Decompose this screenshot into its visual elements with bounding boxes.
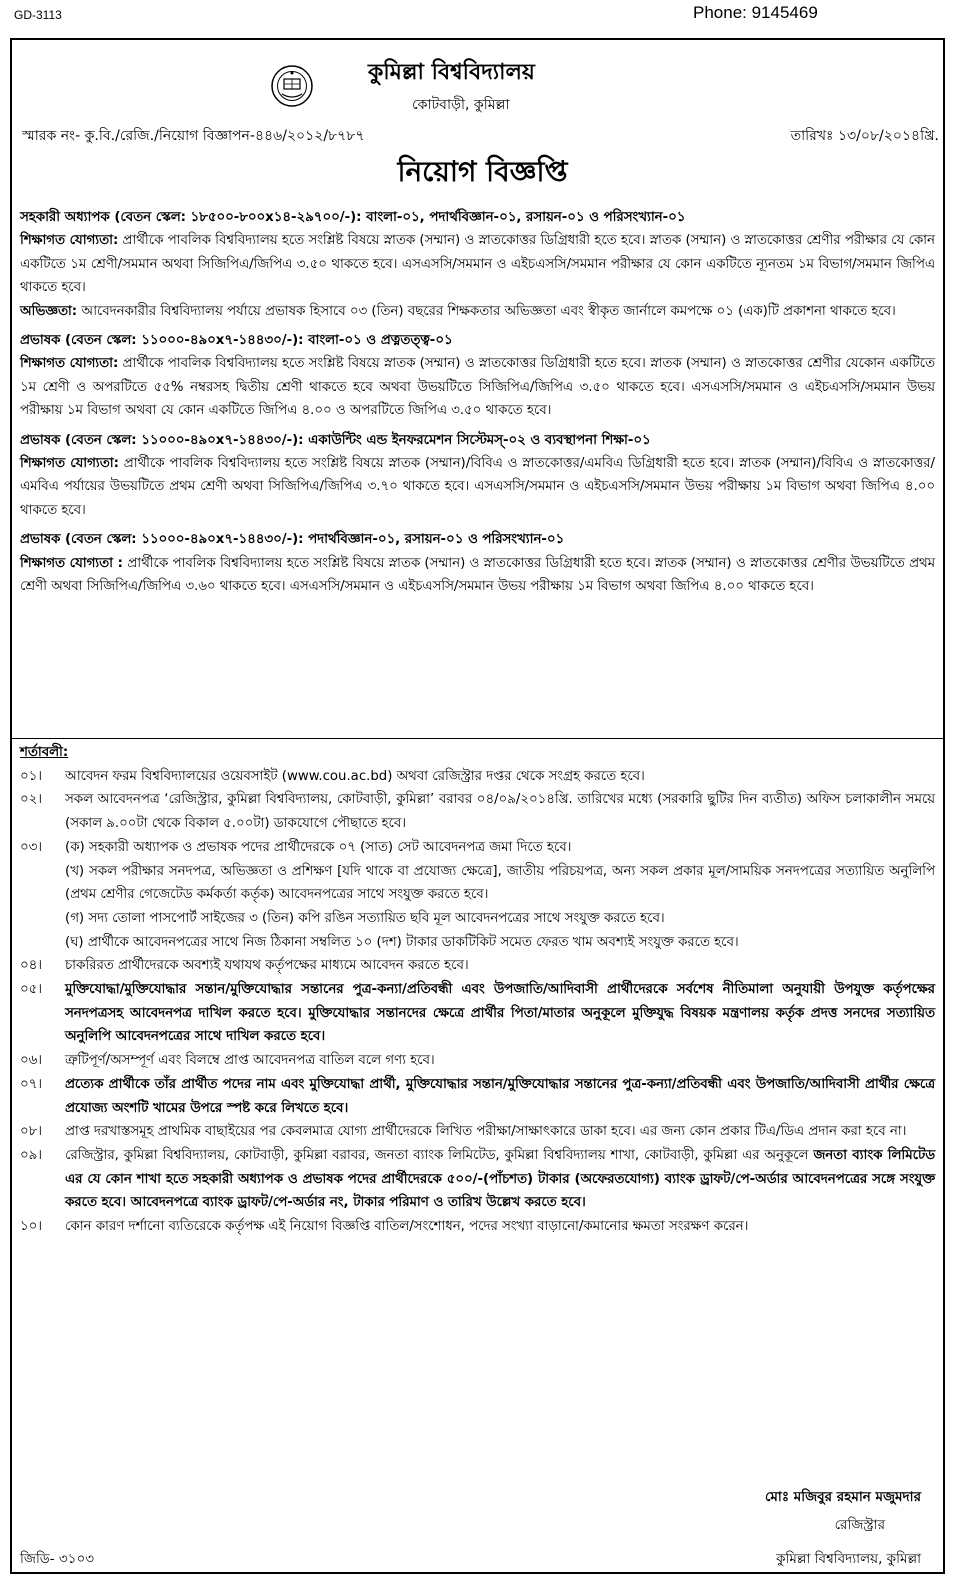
term-text: প্রাপ্ত দরখাস্তসমূহ প্রাথমিক বাছাইয়ের পর কেবলমাত্র যোগ্য প্রার্থীদেরকে লিখিত পরীক্ষা/সাক্ষাৎকারে ডাকা হবে। এর জন্য কোন প্রকার টিএ/ডিএ প্রদান করা হবে না।: [65, 1124, 907, 1140]
term-text-bold: জনতা ব্যাংক লিমিটেড এর যে কোন শাখা হতে সহকারী অধ্যাপক ও প্রভাষক পদের প্রার্থীদেরকে ৫০০/-(পাঁচশত) টাকার (অফেরতযোগ্য) ব্যাংক ড্রাফট/পে-অর্ডার আবেদনপত্রের সঙ্গে সংযুক্ত করতে হবে। আবেদনপত্রে ব্যাংক ড্রাফট/পে-অর্ডার নং, টাকার পরিমাণ ও তারিখ উল্লেখ করতে হবে।: [65, 1147, 935, 1211]
term-text: প্রত্যেক প্রার্থীকে তাঁর প্রার্থীত পদের নাম এবং মুক্তিযোদ্ধা প্রার্থী, মুক্তিযোদ্ধার সন্তান/মুক্তিযোদ্ধার সন্তানের পুত্র-কন্যা/প্রতিবন্ধী এবং উপজাতি/আদিবাসী প্রার্থীর ক্ষেত্রে প্রযোজ্য অংশটি খামের উপরে স্পষ্ট করে লিখতে হবে।: [65, 1076, 935, 1116]
term-number: ০৩।: [20, 839, 43, 855]
term-number: ০১।: [20, 768, 43, 784]
term-item: [20, 1073, 935, 1120]
term-number: ০২।: [20, 792, 43, 808]
term-text-group: [65, 836, 935, 955]
post-qualification: [20, 352, 935, 422]
term-number: ০৭।: [20, 1076, 43, 1092]
term-text: আবেদন ফরম বিশ্ববিদ্যালয়ের ওয়েবসাইট (www.cou.ac.bd) অথবা রেজিস্ট্রার দপ্তর থেকে সংগ্রহ করতে হবে।: [65, 768, 645, 784]
signatory-title: রেজিস্ট্রার: [834, 1517, 885, 1533]
qualification-text: প্রার্থীকে পাবলিক বিশ্ববিদ্যালয় হতে সংশ্লিষ্ট বিষয়ে স্নাতক (সম্মান) ও স্নাতকোত্তর ডিগ্রিধারী হতে হবে। স্নাতক (সম্মান) ও স্নাতকোত্তর শ্রেণীর যেকোন একটিতে ১ম শ্রেণী ও অপরটিতে ৫৫% নম্বরসহ দ্বিতীয় শ্রেণী থাকতে হবে অথবা উভয়টিতে সিজিপিএ/জিপিএ ৩.৫০ থাকতে হবে। এসএসসি/সমমান ও এইচএসসি/সমমান উভয় পরীক্ষায় ১ম বিভাগ অথবা যে কোন একটিতে জিপিএ ৪.০০ ও অপরটিতে জিপিএ ৩.৫০ থাকতে হবে।: [20, 356, 935, 419]
term-item: [20, 788, 935, 835]
term-item: [20, 1215, 935, 1239]
memo-number: স্মারক নং- কু.বি./রেজি./নিয়োগ বিজ্ঞাপন-৪৪৬/২০১২/৮৭৮৭: [22, 128, 365, 144]
post-experience: [20, 300, 935, 323]
term-text: মুক্তিযোদ্ধা/মুক্তিযোদ্ধার সন্তান/মুক্তিযোদ্ধার সন্তানের পুত্র-কন্যা/প্রতিবন্ধী এবং উপজাতি/আদিবাসী প্রার্থীদেরকে সর্বশেষ নীতিমালা অনুযায়ী উপযুক্ত কর্তৃপক্ষের সনদপত্রসহ আবেদনপত্র দাখিল করতে হবে। মুক্তিযোদ্ধার সন্তানদের ক্ষেত্রে প্রার্থীর পিতা/মাতার অনুকূলে মুক্তিযুদ্ধ বিষয়ক মন্ত্রণালয় কর্তৃক প্রদত্ত সনদের সত্যায়িত অনুলিপি আবেদনপত্রের সাথে দাখিল করতে হবে।: [65, 982, 935, 1045]
term-item: [20, 1144, 935, 1215]
term-text: সকল আবেদনপত্র ‘রেজিস্ট্রার, কুমিল্লা বিশ্ববিদ্যালয়, কোটবাড়ী, কুমিল্লা’ বরাবর ০৪/০৯/২০১৪খ্রি. তারিখের মধ্যে (সরকারি ছুটির দিন ব্যতীত) অফিস চলাকালীন সময়ে (সকাল ৯.০০টা থেকে বিকাল ৫.০০টা) ডাকযোগে পৌছাতে হবে।: [65, 792, 935, 832]
term-subitem: (খ) সকল পরীক্ষার সনদপত্র, অভিজ্ঞতা ও প্রশিক্ষণ [যদি থাকে বা প্রযোজ্য ক্ষেত্রে], জাতীয় পরিচয়পত্র, অন্য সকল প্রকার মূল/সাময়িক সনদপত্রের সত্যায়িত অনুলিপি (প্রথম শ্রেণীর গেজেটেড কর্মকর্তা কর্তৃক) আবেদনপত্রের সাথে সংযুক্ত করতে হবে।: [65, 863, 935, 903]
footer-gd-code: জিডি- ৩১০৩: [20, 1551, 94, 1567]
term-subitem: (গ) সদ্য তোলা পাসপোর্ট সাইজের ৩ (তিন) কপি রঙিন সত্যায়িত ছবি মূল আবেদনপত্রের সাথে সংযুক্ত করতে হবে।: [65, 910, 665, 926]
term-item: [20, 1049, 935, 1073]
gd-code: GD-3113: [14, 8, 62, 22]
term-item: [20, 1120, 935, 1144]
experience-text: আবেদনকারীর বিশ্ববিদ্যালয় পর্যায়ে প্রভাষক হিসাবে ০৩ (তিন) বছরের শিক্ষকতার অভিজ্ঞতা এবং স্বীকৃত জার্নালে কমপক্ষে ০১ (এক)টি প্রকাশনা থাকতে হবে।: [81, 303, 896, 319]
post-heading: প্রভাষক (বেতন স্কেল: ১১০০০-৪৯০x৭-১৪৪৩০/-): একাউন্টিং এন্ড ইনফরমেশন সিস্টেমস্-০২ ও ব্যবস্থাপনা শিক্ষা-০১: [20, 432, 651, 448]
signatory-office: কুমিল্লা বিশ্ববিদ্যালয়, কুমিল্লা: [776, 1551, 921, 1567]
qualification-text: প্রার্থীকে পাবলিক বিশ্ববিদ্যালয় হতে সংশ্লিষ্ট বিষয়ে স্নাতক (সম্মান) ও স্নাতকোত্তর ডিগ্রিধারী হতে হবে। স্নাতক (সম্মান) ও স্নাতকোত্তর শ্রেণীর পরীক্ষার যে কোন একটিতে ১ম শ্রেণী/সমমান অথবা সিজিপিএ/জিপিএ ৩.৫০ থাকতে হবে। এসএসসি/সমমান ও এইচএসসি/সমমান পরীক্ষার যে কোন একটিতে ন্যূনতম ১ম বিভাগ/সমমান জিপিএ থাকতে হবে।: [20, 233, 935, 296]
qualification-label: শিক্ষাগত যোগ্যতা:: [20, 233, 119, 249]
post-qualification: [20, 229, 935, 299]
qualification-label: শিক্ষাগত যোগ্যতা:: [20, 356, 119, 372]
university-name: কুমিল্লা বিশ্ববিদ্যালয়: [368, 60, 535, 85]
post-heading: সহকারী অধ্যাপক (বেতন স্কেল: ১৮৫০০-৮০০x১৪-২৯৭০০/-): বাংলা-০১, পদার্থবিজ্ঞান-০১, রসায়ন-০১ ও পরিসংখ্যান-০১: [20, 210, 686, 225]
term-text: চাকরিরত প্রার্থীদেরকে অবশ্যই যথাযথ কর্তৃপক্ষের মাধ্যমে আবেদন করতে হবে।: [65, 958, 469, 974]
term-text: [65, 1144, 935, 1215]
term-item: [20, 765, 935, 789]
term-text-plain: রেজিস্ট্রার, কুমিল্লা বিশ্ববিদ্যালয়, কোটবাড়ী, কুমিল্লা বরাবর, জনতা ব্যাংক লিমিটেড, কুমিল্লা বিশ্ববিদ্যালয় শাখা, কোটবাড়ী, কুমিল্লা এর অনুকূলে: [65, 1147, 809, 1163]
post-heading: প্রভাষক (বেতন স্কেল: ১১০০০-৪৯০x৭-১৪৪৩০/-): বাংলা-০১ ও প্রত্নতত্ত্ব-০১: [20, 333, 453, 349]
qualification-label: শিক্ষাগত যোগ্যতা:: [20, 456, 119, 472]
post-heading: প্রভাষক (বেতন স্কেল: ১১০০০-৪৯০x৭-১৪৪৩০/-): পদার্থবিজ্ঞান-০১, রসায়ন-০১ ও পরিসংখ্যান-০১: [20, 532, 565, 548]
posts-section: [20, 206, 935, 599]
term-subitem: (ঘ) প্রার্থীকে আবেদনপত্রের সাথে নিজ ঠিকানা সম্বলিত ১০ (দশ) টাকার ডাকটিকিট সমেত ফেরত খাম অবশ্যই সংযুক্ত করতে হবে।: [65, 934, 739, 950]
terms-section: [20, 741, 935, 1239]
post-qualification: [20, 552, 935, 599]
notice-date: তারিখঃ ১৩/০৮/২০১৪খ্রি.: [790, 128, 939, 144]
university-seal-icon: [270, 64, 314, 108]
terms-heading: শর্তাবলী:: [20, 745, 69, 760]
term-number: ০৬।: [20, 1053, 43, 1069]
qualification-text: প্রার্থীকে পাবলিক বিশ্ববিদ্যালয় হতে সংশ্লিষ্ট বিষয়ে স্নাতক (সম্মান)/বিবিএ ও স্নাতকোত্তর/এমবিএ ডিগ্রিধারী হতে হবে। স্নাতক (সম্মান)/বিবিএ ও স্নাতকোত্তর/এমবিএ পর্যায়ের উভয়টিতে প্রথম শ্রেণী অথবা সিজিপিএ/জিপিএ ৩.৭০ থাকতে হবে। এসএসসি/সমমান ও এইচএসসি/সমমান উভয় পরীক্ষায় ১ম বিভাগ অথবা জিপিএ ৪.০০ থাকতে হবে।: [20, 456, 935, 518]
term-text: কোন কারণ দর্শানো ব্যতিরেকে কর্তৃপক্ষ এই নিয়োগ বিজ্ঞপ্তি বাতিল/সংশোধন, পদের সংখ্যা বাড়ানো/কমানোর ক্ষমতা সংরক্ষণ করেন।: [65, 1219, 749, 1235]
term-item: [20, 978, 935, 1049]
phone-number: Phone: 9145469: [693, 3, 818, 22]
term-number: ১০।: [20, 1219, 43, 1235]
experience-label: অভিজ্ঞতা:: [20, 303, 78, 319]
term-number: ০৪।: [20, 958, 43, 974]
signatory-name: মোঃ মজিবুর রহমান মজুমদার: [764, 1489, 921, 1505]
term-item: [20, 954, 935, 978]
post-qualification: [20, 452, 935, 522]
university-address: কোটবাড়ী, কুমিল্লা: [412, 97, 510, 113]
term-text: ত্রুটিপূর্ণ/অসম্পূর্ণ এবং বিলম্বে প্রাপ্ত আবেদনপত্র বাতিল বলে গণ্য হবে।: [65, 1053, 435, 1069]
term-subitem: (ক) সহকারী অধ্যাপক ও প্রভাষক পদের প্রার্থীদেরকে ০৭ (সাত) সেট আবেদনপত্র জমা দিতে হবে।: [65, 839, 572, 855]
qualification-text: প্রার্থীকে পাবলিক বিশ্ববিদ্যালয় হতে সংশ্লিষ্ট বিষয়ে স্নাতক (সম্মান) ও স্নাতকোত্তর ডিগ্রিধারী হতে হবে। স্নাতক (সম্মান) ও স্নাতকোত্তর শ্রেণীর উভয়টিতে প্রথম শ্রেণী অথবা সিজিপিএ/জিপিএ ৩.৬০ থাকতে হবে। এসএসসি/সমমান ও এইচএসসি/সমমান উভয় পরীক্ষায় ১ম বিভাগ অথবা জিপিএ ৪.০০ থাকতে হবে।: [20, 555, 935, 595]
term-item: [20, 836, 935, 955]
page-title: নিয়োগ বিজ্ঞপ্তি: [397, 155, 568, 188]
section-divider: [10, 738, 945, 739]
term-number: ০৫।: [20, 982, 43, 998]
qualification-label: শিক্ষাগত যোগ্যতা :: [20, 555, 124, 571]
term-number: ০৮।: [20, 1124, 43, 1140]
term-number: ০৯।: [20, 1147, 43, 1163]
